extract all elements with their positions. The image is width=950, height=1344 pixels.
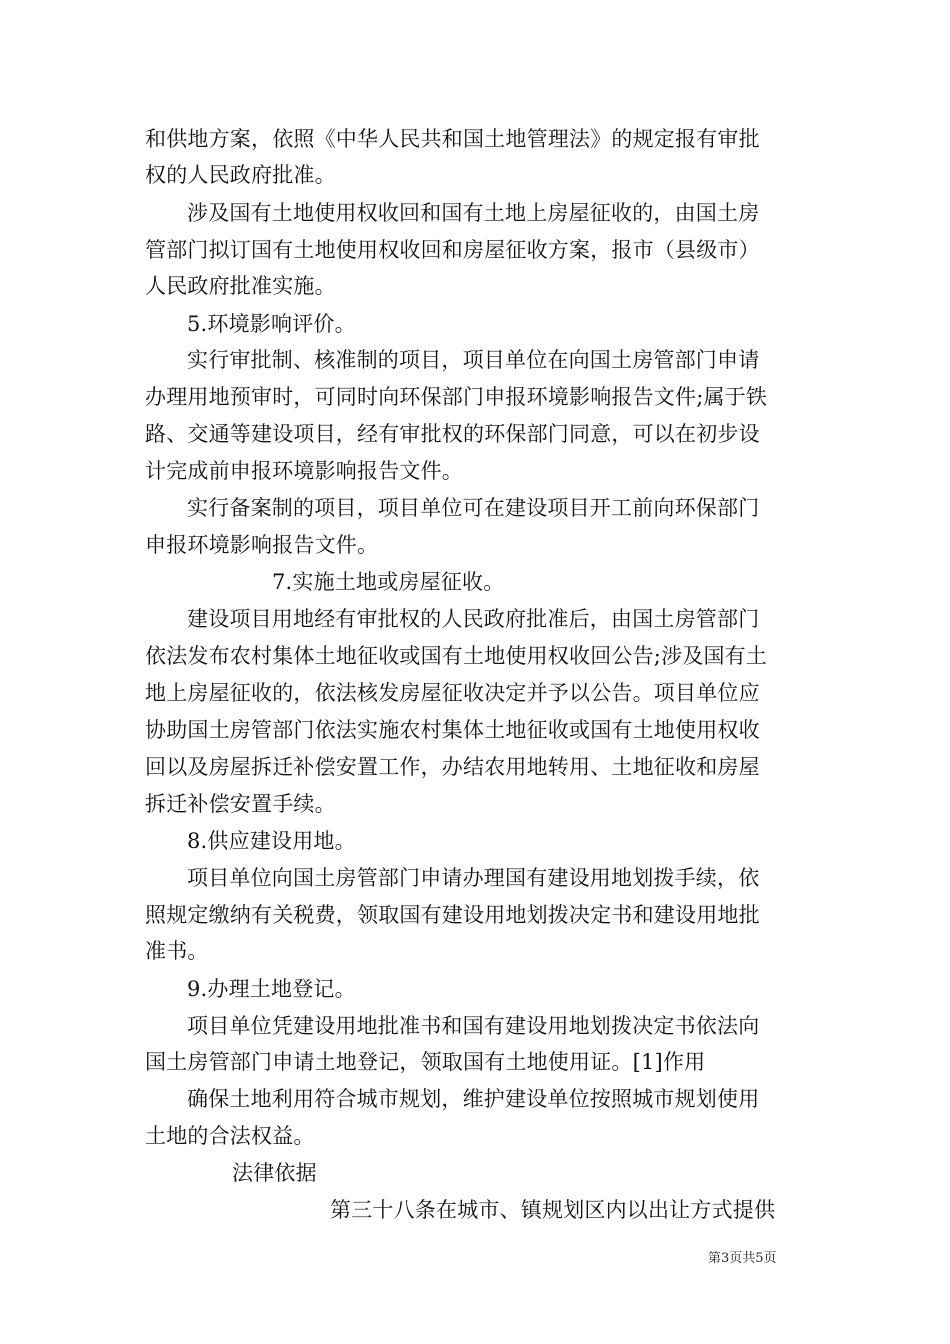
text-line: 拆迁补偿安置手续。 — [145, 792, 336, 816]
text-line: 管部门拟订国有土地使用权收回和房屋征收方案，报市（县级市） — [145, 238, 760, 262]
text-line: 回以及房屋拆迁补偿安置工作，办结农用地转用、土地征收和房屋 — [145, 755, 760, 779]
text-line: 依法发布农村集体土地征收或国有土地使用权收回公告;涉及国有土 — [145, 644, 768, 668]
text-line: 地上房屋征收的，依法核发房屋征收决定并予以公告。项目单位应 — [145, 681, 760, 705]
text-line: 权的人民政府批准。 — [145, 163, 336, 187]
section-heading: 8.供应建设用地。 — [187, 829, 356, 853]
section-heading: 7.实施土地或房屋征收。 — [272, 570, 505, 594]
text-line: 国土房管部门申请土地登记，领取国有土地使用证。[1]作用 — [145, 1050, 706, 1074]
text-line: 确保土地利用符合城市规划，维护建设单位按照城市规划使用 — [187, 1087, 760, 1111]
text-line: 照规定缴纳有关税费，领取国有建设用地划拨决定书和建设用地批 — [145, 903, 760, 927]
text-line: 项目单位向国土房管部门申请办理国有建设用地划拨手续，依 — [187, 866, 760, 890]
text-line: 路、交通等建设项目，经有审批权的环保部门同意，可以在初步设 — [145, 422, 760, 446]
section-heading: 9.办理土地登记。 — [187, 977, 356, 1001]
text-line: 实行审批制、核准制的项目，项目单位在向国土房管部门申请 — [187, 348, 760, 372]
text-line: 建设项目用地经有审批权的人民政府批准后，由国土房管部门 — [187, 607, 760, 631]
section-heading: 法律依据 — [232, 1161, 317, 1185]
text-line: 土地的合法权益。 — [145, 1124, 315, 1148]
text-line: 涉及国有土地使用权收回和国有土地上房屋征收的，由国土房 — [187, 201, 760, 225]
text-line: 办理用地预审时，可同时向环保部门申报环境影响报告文件;属于铁 — [145, 385, 768, 409]
text-line: 人民政府批准实施。 — [145, 274, 336, 298]
page-number: 第3页共5页 — [708, 1251, 777, 1266]
text-line: 准书。 — [145, 939, 209, 963]
text-line: 和供地方案，依照《中华人民共和国土地管理法》的规定报有审批 — [145, 127, 760, 151]
text-line: 实行备案制的项目，项目单位可在建设项目开工前向环保部门 — [187, 496, 760, 520]
text-line: 申报环境影响报告文件。 — [145, 533, 379, 557]
text-line: 协助国土房管部门依法实施农村集体土地征收或国有土地使用权收 — [145, 718, 760, 742]
section-heading: 5.环境影响评价。 — [187, 312, 356, 336]
text-line: 计完成前申报环境影响报告文件。 — [145, 459, 463, 483]
text-line: 项目单位凭建设用地批准书和国有建设用地划拨决定书依法向 — [187, 1014, 760, 1038]
text-line: 第三十八条在城市、镇规划区内以出让方式提供 — [330, 1198, 776, 1222]
